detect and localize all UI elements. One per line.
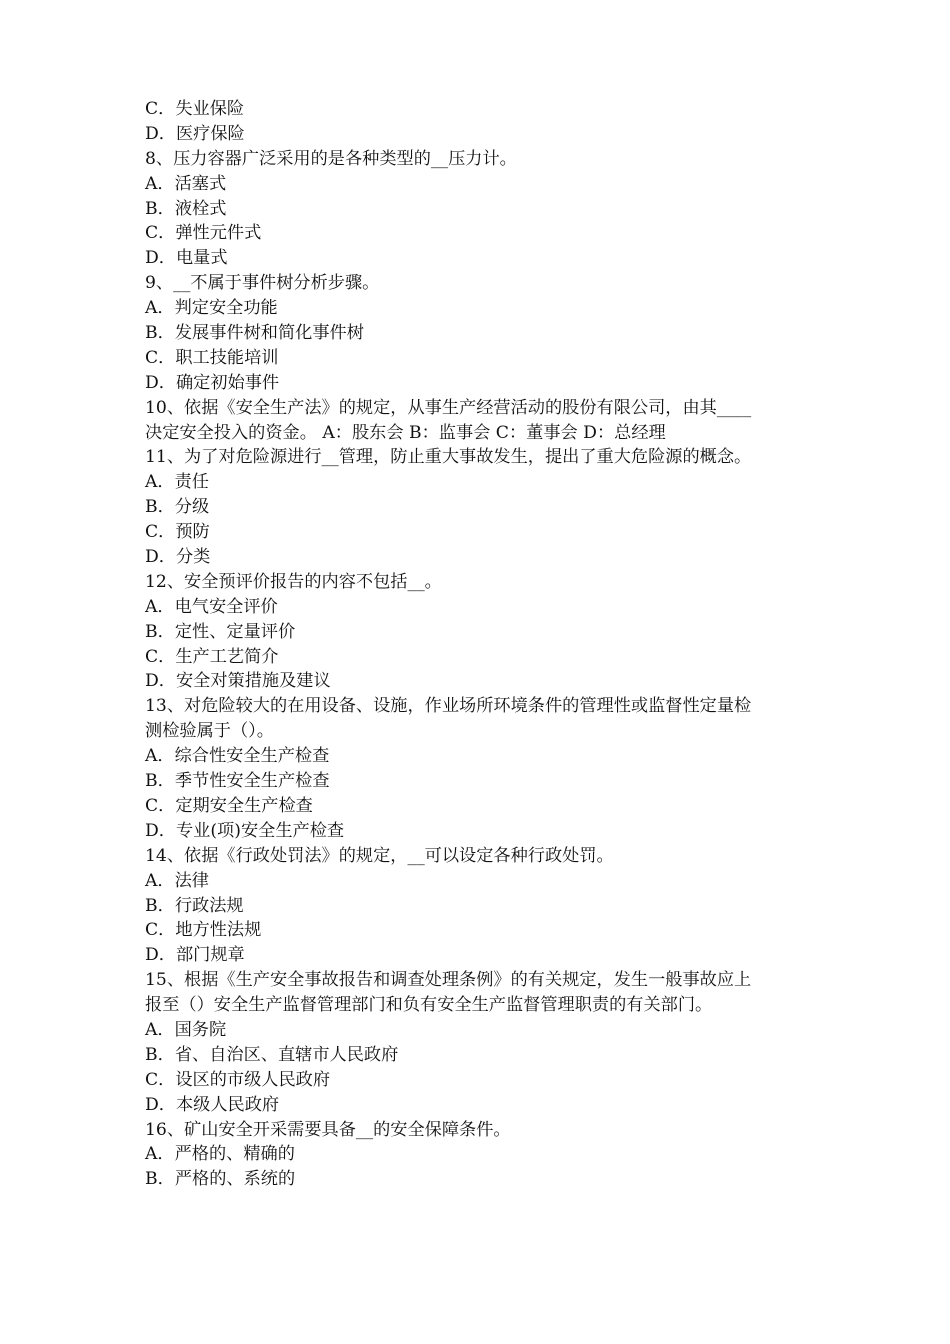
option-b-q14: B．行政法规 <box>145 895 244 916</box>
option-d-q11: D．分类 <box>145 547 211 568</box>
option-c-q7: C．失业保险 <box>145 99 245 119</box>
option-a-q9: A．判定安全功能 <box>145 298 278 319</box>
option-b-q12: B．定性、定量评价 <box>145 621 296 642</box>
question-12: 12、安全预评价报告的内容不包括__。 <box>145 571 442 592</box>
option-c-q11: C．预防 <box>145 522 210 543</box>
option-d-q9: D．确定初始事件 <box>145 372 280 393</box>
question-13-line-2: 测检验属于（）。 <box>145 721 274 742</box>
option-b-q11: B．分级 <box>145 497 210 518</box>
question-15-line-2: 报至（）安全生产监督管理部门和负有安全生产监督管理职责的有关部门。 <box>145 995 713 1016</box>
question-15-line-1: 15、根据《生产安全事故报告和调查处理条例》的有关规定，发生一般事故应上 <box>145 970 752 991</box>
option-c-q12: C．生产工艺简介 <box>145 646 279 667</box>
option-d-q8: D．电量式 <box>145 248 228 269</box>
option-b-q9: B．发展事件树和简化事件树 <box>145 323 364 344</box>
option-d-q14: D．部门规章 <box>145 945 245 966</box>
question-13-line-1: 13、对危险较大的在用设备、设施，作业场所环境条件的管理性或监督性定量检 <box>145 696 752 717</box>
option-c-q9: C．职工技能培训 <box>145 347 279 368</box>
question-11: 11、为了对危险源进行__管理，防止重大事故发生，提出了重大危险源的概念。 <box>145 447 752 468</box>
option-b-q16: B．严格的、系统的 <box>145 1169 296 1190</box>
option-c-q15: C．设区的市级人民政府 <box>145 1069 331 1090</box>
option-c-q8: C．弹性元件式 <box>145 223 262 244</box>
option-a-q8: A．活塞式 <box>145 173 227 194</box>
question-16: 16、矿山安全开采需要具备__的安全保障条件。 <box>145 1119 511 1140</box>
option-d-q15: D．本级人民政府 <box>145 1094 280 1115</box>
option-c-q13: C．定期安全生产检查 <box>145 795 313 816</box>
option-b-q8: B．液栓式 <box>145 198 227 219</box>
option-d-q13: D．专业(项)安全生产检查 <box>145 820 345 841</box>
question-10-line-1: 10、依据《安全生产法》的规定，从事生产经营活动的股份有限公司，由其____ <box>145 397 752 418</box>
question-10-line-2: 决定安全投入的资金。 A：股东会 B：监事会 C：董事会 D：总经理 <box>145 422 666 443</box>
option-d-q7: D．医疗保险 <box>145 123 245 144</box>
option-c-q14: C．地方性法规 <box>145 920 262 941</box>
question-14: 14、依据《行政处罚法》的规定，__可以设定各种行政处罚。 <box>145 845 614 866</box>
option-d-q12: D．安全对策措施及建议 <box>145 671 331 692</box>
option-a-q14: A．法律 <box>145 870 209 891</box>
option-a-q13: A．综合性安全生产检查 <box>145 746 330 767</box>
option-a-q15: A．国务院 <box>145 1019 227 1040</box>
option-a-q12: A．电气安全评价 <box>145 596 278 617</box>
option-a-q11: A．责任 <box>145 472 209 493</box>
option-b-q13: B．季节性安全生产检查 <box>145 771 330 792</box>
question-8: 8、压力容器广泛采用的是各种类型的__压力计。 <box>145 148 517 169</box>
option-a-q16: A．严格的、精确的 <box>145 1144 295 1165</box>
document-page <box>145 97 825 1192</box>
option-b-q15: B．省、自治区、直辖市人民政府 <box>145 1044 399 1065</box>
question-9: 9、__不属于事件树分析步骤。 <box>145 273 380 294</box>
